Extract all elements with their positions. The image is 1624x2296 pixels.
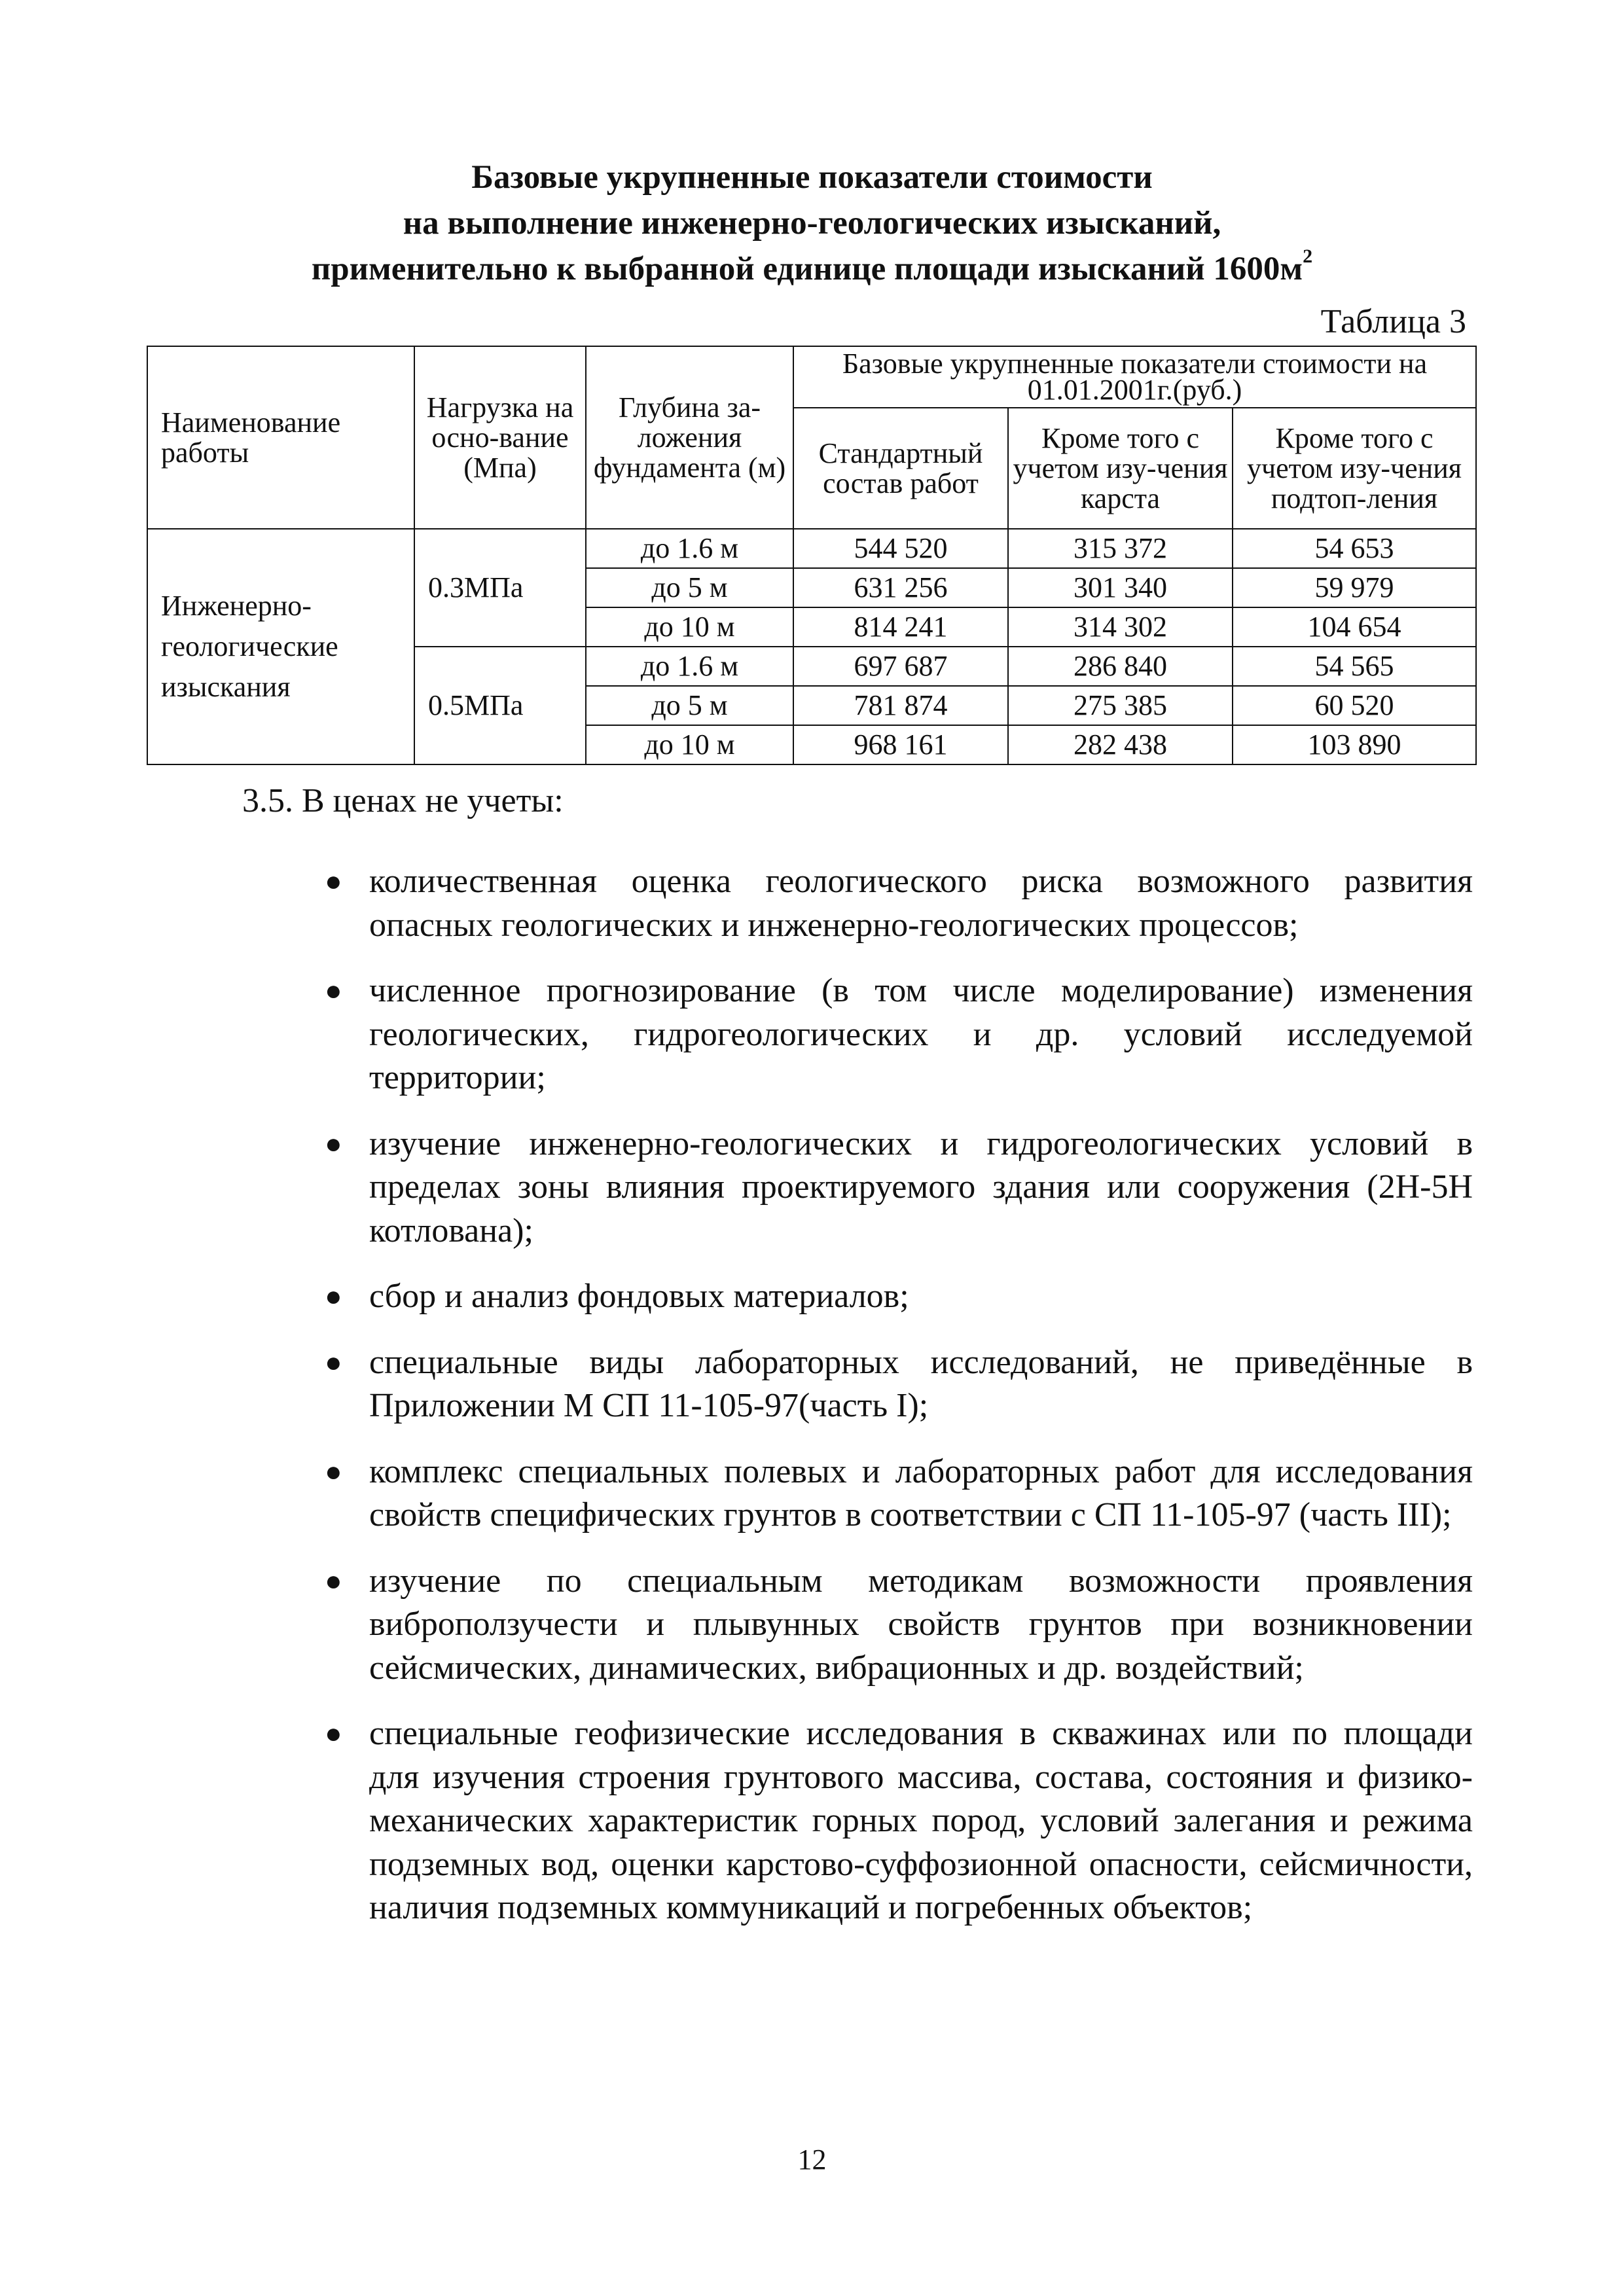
list-item-text: изучение инженерно-геологических и гидрогеологических условий в пределах зоны влияния проектируемого здания или сооружения (2Н-5Н котлована);	[369, 1124, 1473, 1249]
standard-cell: 814 241	[793, 607, 1008, 647]
title-line-1: Базовые укрупненные показатели стоимости	[471, 159, 1153, 196]
flood-cell: 59 979	[1233, 568, 1476, 607]
header-cost-group: Базовые укрупненные показатели стоимости на 01.01.2001г.(руб.)	[793, 346, 1476, 408]
standard-cell: 697 687	[793, 647, 1008, 686]
list-item	[325, 1450, 1473, 1537]
karst-cell: 315 372	[1008, 529, 1233, 568]
header-load: Нагрузка на осно-вание (Мпа)	[414, 346, 586, 529]
load-cell: 0.5МПа	[414, 647, 586, 764]
flood-cell: 54 653	[1233, 529, 1476, 568]
header-flood: Кроме того с учетом изу-чения подтоп-ления	[1233, 408, 1476, 529]
list-item-text: количественная оценка геологического риска возможного развития опасных геологических и инженерно-геологических процессов;	[369, 863, 1473, 944]
exclusions-list	[0, 860, 1624, 1952]
bullet-icon: ●	[325, 1455, 342, 1488]
title-superscript: 2	[1303, 245, 1313, 267]
depth-cell: до 5 м	[586, 686, 793, 725]
header-karst: Кроме того с учетом изу-чения карста	[1008, 408, 1233, 529]
document-title	[0, 154, 1624, 292]
list-item	[325, 860, 1473, 947]
list-item	[325, 1341, 1473, 1428]
list-item	[325, 1712, 1473, 1930]
section-heading: 3.5. В ценах не учеты:	[242, 782, 564, 819]
cost-table	[147, 346, 1477, 765]
list-item-text: специальные виды лабораторных исследований, не приведённые в Приложении М СП 11-105-97(часть I);	[369, 1343, 1473, 1424]
bullet-icon: ●	[325, 1346, 342, 1378]
flood-cell: 54 565	[1233, 647, 1476, 686]
title-line-3	[0, 246, 1624, 292]
list-item-text: комплекс специальных полевых и лабораторных работ для исследования свойств специфических грунтов в соответствии с СП 11-105-97 (часть III);	[369, 1452, 1473, 1534]
depth-cell: до 10 м	[586, 725, 793, 764]
list-item-text: численное прогнозирование (в том числе моделирование) изменения геологических, гидрогеологических и др. условий исследуемой территории;	[369, 972, 1473, 1096]
flood-cell: 103 890	[1233, 725, 1476, 764]
depth-cell: до 10 м	[586, 607, 793, 647]
karst-cell: 275 385	[1008, 686, 1233, 725]
bullet-icon: ●	[325, 865, 342, 897]
flood-cell: 60 520	[1233, 686, 1476, 725]
standard-cell: 968 161	[793, 725, 1008, 764]
flood-cell: 104 654	[1233, 607, 1476, 647]
header-work-name: Наименование работы	[147, 346, 414, 529]
standard-cell: 631 256	[793, 568, 1008, 607]
list-item-text: сбор и анализ фондовых материалов;	[369, 1278, 909, 1315]
depth-cell: до 5 м	[586, 568, 793, 607]
list-item	[325, 1122, 1473, 1253]
bullet-icon: ●	[325, 1717, 342, 1749]
list-item-text: специальные геофизические исследования в скважинах или по площади для изучения строения грунтового массива, состава, состояния и физико-механических характеристик горных пород, условий залегания и режима подземных вод, оценки карстово-суффозионной опасности, сейсмичности, наличия подземных коммуникаций и погребенных объектов;	[369, 1715, 1473, 1926]
bullet-icon: ●	[325, 1127, 342, 1160]
karst-cell: 286 840	[1008, 647, 1233, 686]
table-row	[147, 529, 1476, 568]
karst-cell: 282 438	[1008, 725, 1233, 764]
list-item-text: изучение по специальным методикам возможности проявления виброползучести и плывунных свойств грунтов при возникновении сейсмических, динамических, вибрационных и др. воздействий;	[369, 1562, 1473, 1687]
list-item	[325, 1275, 1473, 1319]
title-line-2: на выполнение инженерно-геологических изысканий,	[403, 205, 1221, 242]
bullet-icon: ●	[325, 1280, 342, 1312]
table-caption: Таблица 3	[1320, 303, 1466, 340]
standard-cell: 781 874	[793, 686, 1008, 725]
work-name-cell: Инженерно-геологические изыскания	[147, 529, 414, 764]
bullet-icon: ●	[325, 1564, 342, 1597]
depth-cell: до 1.6 м	[586, 529, 793, 568]
title-line-3-text: применительно к выбранной единице площади изысканий 1600м	[311, 251, 1303, 287]
table-header-row-1	[147, 346, 1476, 408]
bullet-icon: ●	[325, 975, 342, 1007]
standard-cell: 544 520	[793, 529, 1008, 568]
list-item	[325, 969, 1473, 1100]
page-number: 12	[797, 2144, 827, 2176]
karst-cell: 314 302	[1008, 607, 1233, 647]
karst-cell: 301 340	[1008, 568, 1233, 607]
list-item	[325, 1560, 1473, 1691]
header-standard: Стандартный состав работ	[793, 408, 1008, 529]
load-cell: 0.3МПа	[414, 529, 586, 647]
depth-cell: до 1.6 м	[586, 647, 793, 686]
header-depth: Глубина за-ложения фундамента (м)	[586, 346, 793, 529]
